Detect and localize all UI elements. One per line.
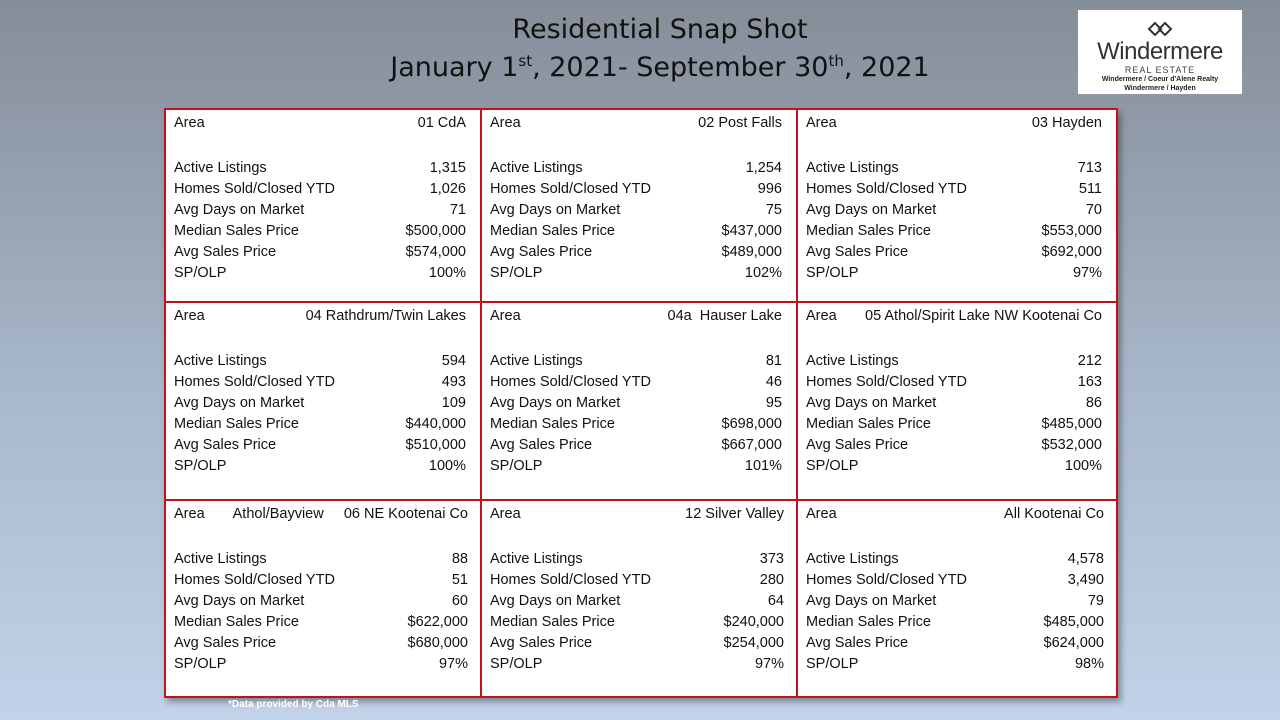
stat-row-dom — [174, 591, 468, 612]
stat-value: 95 — [765, 395, 782, 411]
stat-value: $624,000 — [1043, 635, 1104, 651]
area-name: Athol/Bayview 06 NE Kootenai Co — [232, 506, 468, 522]
stat-value: $510,000 — [405, 437, 466, 453]
stat-row-sold — [174, 372, 466, 393]
stat-label: SP/OLP — [490, 656, 543, 672]
stat-row-median — [806, 221, 1102, 242]
stat-row-dom — [490, 200, 782, 221]
area-name: 02 Post Falls — [698, 115, 782, 131]
stat-value: $485,000 — [1041, 416, 1102, 432]
stat-label: SP/OLP — [806, 458, 859, 474]
footnote: *Data provided by Cda MLS — [228, 699, 359, 710]
stat-label: Avg Days on Market — [490, 202, 621, 218]
stat-value: 373 — [759, 551, 784, 567]
stat-label: Active Listings — [490, 353, 583, 369]
stat-label: Avg Days on Market — [174, 202, 305, 218]
stat-value: 713 — [1077, 160, 1102, 176]
stat-label: Active Listings — [490, 551, 583, 567]
page-title: Residential Snap Shot — [512, 14, 808, 45]
stat-label: Median Sales Price — [174, 223, 299, 239]
stat-value: $667,000 — [721, 437, 782, 453]
area-name: All Kootenai Co — [1004, 506, 1104, 522]
stat-row-avg — [490, 242, 782, 263]
stat-row-sold — [174, 179, 466, 200]
stat-label: Active Listings — [806, 551, 899, 567]
area-header — [490, 506, 784, 522]
stat-row-active — [490, 158, 782, 179]
stat-row-sold — [490, 570, 784, 591]
area-label: Area — [490, 506, 521, 522]
stat-label: Median Sales Price — [806, 416, 931, 432]
area-label: Area — [174, 308, 205, 324]
stat-label: Homes Sold/Closed YTD — [490, 374, 651, 390]
stat-row-sold — [490, 372, 782, 393]
stat-label: Avg Sales Price — [490, 437, 593, 453]
area-card — [798, 501, 1116, 696]
stat-value: $553,000 — [1041, 223, 1102, 239]
stat-row-active — [174, 351, 466, 372]
logo-tagline-2: Windermere / Hayden — [1124, 85, 1196, 92]
stat-label: Avg Sales Price — [174, 244, 277, 260]
stat-label: Median Sales Price — [806, 223, 931, 239]
stat-row-avg — [806, 435, 1102, 456]
stat-value: $622,000 — [407, 614, 468, 630]
area-label: Area — [174, 115, 205, 131]
area-label: Area — [806, 115, 837, 131]
stat-label: Avg Sales Price — [174, 635, 277, 651]
stat-label: Homes Sold/Closed YTD — [490, 181, 651, 197]
stat-value: 511 — [1078, 181, 1102, 197]
area-header — [806, 308, 1102, 324]
stat-value: $254,000 — [723, 635, 784, 651]
stat-label: Median Sales Price — [174, 614, 299, 630]
area-card — [482, 501, 798, 696]
stat-value: 81 — [765, 353, 782, 369]
stat-value: 101% — [744, 458, 782, 474]
stat-label: Active Listings — [174, 551, 267, 567]
stat-row-ratio — [174, 456, 466, 477]
area-card — [798, 303, 1116, 501]
area-label: Area — [490, 115, 521, 131]
stat-label: Avg Days on Market — [490, 395, 621, 411]
stat-row-median — [174, 221, 466, 242]
area-name: 05 Athol/Spirit Lake NW Kootenai Co — [865, 308, 1102, 324]
stat-value: 60 — [451, 593, 468, 609]
area-card — [482, 303, 798, 501]
stat-row-ratio — [490, 456, 782, 477]
area-header — [490, 308, 782, 324]
stat-value: 97% — [1072, 265, 1102, 281]
stat-label: SP/OLP — [490, 458, 543, 474]
stat-label: Active Listings — [490, 160, 583, 176]
stat-label: Active Listings — [174, 160, 267, 176]
stat-label: SP/OLP — [174, 265, 227, 281]
area-header — [806, 115, 1102, 131]
stat-value: $500,000 — [405, 223, 466, 239]
stat-label: Avg Days on Market — [490, 593, 621, 609]
stat-row-avg — [174, 435, 466, 456]
stat-row-avg — [490, 633, 784, 654]
stat-label: SP/OLP — [174, 458, 227, 474]
stat-value: 1,026 — [429, 181, 466, 197]
area-card — [798, 110, 1116, 303]
stat-row-dom — [806, 393, 1102, 414]
stat-label: Avg Sales Price — [490, 244, 593, 260]
stat-value: 102% — [744, 265, 782, 281]
stat-row-median — [806, 612, 1104, 633]
stat-label: Homes Sold/Closed YTD — [806, 181, 967, 197]
stat-label: SP/OLP — [806, 656, 859, 672]
stat-row-active — [174, 549, 468, 570]
stat-row-avg — [490, 435, 782, 456]
stat-label: Homes Sold/Closed YTD — [806, 572, 967, 588]
stat-value: 4,578 — [1067, 551, 1104, 567]
stat-value: $437,000 — [721, 223, 782, 239]
stat-value: 3,490 — [1067, 572, 1104, 588]
area-header — [806, 506, 1104, 522]
stat-label: Homes Sold/Closed YTD — [174, 374, 335, 390]
stat-label: SP/OLP — [490, 265, 543, 281]
stat-label: Active Listings — [174, 353, 267, 369]
stat-value: 64 — [767, 593, 784, 609]
stat-row-ratio — [806, 263, 1102, 284]
stat-value: 46 — [765, 374, 782, 390]
stat-label: Avg Days on Market — [806, 593, 937, 609]
stat-value: 79 — [1087, 593, 1104, 609]
area-card — [482, 110, 798, 303]
logo-subtitle: REAL ESTATE — [1124, 65, 1196, 75]
stat-row-avg — [174, 633, 468, 654]
stat-row-median — [806, 414, 1102, 435]
stat-value: 98% — [1074, 656, 1104, 672]
stat-row-dom — [174, 393, 466, 414]
stat-row-sold — [806, 179, 1102, 200]
stat-value: $698,000 — [721, 416, 782, 432]
windermere-logo — [1078, 10, 1242, 94]
stat-value: 51 — [451, 572, 468, 588]
stat-value: $489,000 — [721, 244, 782, 260]
stat-label: SP/OLP — [806, 265, 859, 281]
stat-value: 70 — [1085, 202, 1102, 218]
logo-tagline-1: Windermere / Coeur d'Alene Realty — [1101, 76, 1219, 83]
area-header — [174, 115, 466, 131]
stat-row-median — [490, 612, 784, 633]
stat-label: Avg Sales Price — [806, 635, 909, 651]
area-header — [174, 506, 468, 522]
stat-value: $692,000 — [1041, 244, 1102, 260]
stat-row-active — [490, 549, 784, 570]
stat-value: 212 — [1077, 353, 1102, 369]
stat-value: $485,000 — [1043, 614, 1104, 630]
stat-label: Active Listings — [806, 160, 899, 176]
stat-row-median — [174, 414, 466, 435]
stat-label: Avg Sales Price — [490, 635, 593, 651]
stat-row-avg — [806, 633, 1104, 654]
stat-label: Active Listings — [806, 353, 899, 369]
stat-row-median — [490, 221, 782, 242]
area-card — [166, 303, 482, 501]
stat-value: $680,000 — [407, 635, 468, 651]
stat-value: 1,254 — [745, 160, 782, 176]
stat-row-ratio — [806, 654, 1104, 675]
stat-value: 100% — [1064, 458, 1102, 474]
area-card — [166, 110, 482, 303]
stat-row-sold — [806, 372, 1102, 393]
area-name: 03 Hayden — [1031, 115, 1102, 131]
stat-value: 1,315 — [429, 160, 466, 176]
area-header — [490, 115, 782, 131]
stat-value: $532,000 — [1041, 437, 1102, 453]
stat-row-dom — [174, 200, 466, 221]
stat-value: $440,000 — [405, 416, 466, 432]
stat-value: 71 — [449, 202, 466, 218]
date-range: January 1st, 2021- September 30th, 2021 — [390, 52, 930, 83]
stat-row-dom — [806, 591, 1104, 612]
stat-row-dom — [490, 393, 782, 414]
area-label: Area — [806, 308, 837, 324]
area-card — [166, 501, 482, 696]
stat-value: 86 — [1085, 395, 1102, 411]
stat-value: 88 — [451, 551, 468, 567]
stat-row-ratio — [174, 263, 466, 284]
stat-row-avg — [174, 242, 466, 263]
stat-row-active — [490, 351, 782, 372]
stat-label: Avg Days on Market — [806, 395, 937, 411]
stat-row-active — [174, 158, 466, 179]
stat-value: 75 — [765, 202, 782, 218]
stat-label: Avg Days on Market — [174, 395, 305, 411]
stat-row-ratio — [490, 263, 782, 284]
area-name: 04 Rathdrum/Twin Lakes — [305, 308, 466, 324]
area-label: Area — [806, 506, 837, 522]
stat-row-avg — [806, 242, 1102, 263]
stat-value: 594 — [441, 353, 466, 369]
stat-row-sold — [490, 179, 782, 200]
stat-label: SP/OLP — [174, 656, 227, 672]
stat-row-median — [490, 414, 782, 435]
stat-value: 97% — [754, 656, 784, 672]
stat-row-active — [806, 549, 1104, 570]
stat-value: 996 — [757, 181, 782, 197]
stat-label: Median Sales Price — [490, 614, 615, 630]
stat-row-active — [806, 351, 1102, 372]
area-name: 12 Silver Valley — [685, 506, 784, 522]
stat-label: Homes Sold/Closed YTD — [174, 181, 335, 197]
stat-row-active — [806, 158, 1102, 179]
stat-row-ratio — [806, 456, 1102, 477]
stat-label: Median Sales Price — [490, 223, 615, 239]
stat-label: Avg Days on Market — [806, 202, 937, 218]
stat-row-ratio — [174, 654, 468, 675]
stat-value: 280 — [759, 572, 784, 588]
stat-value: 109 — [441, 395, 466, 411]
stat-value: 493 — [441, 374, 466, 390]
area-label: Area — [490, 308, 521, 324]
stat-value: 163 — [1077, 374, 1102, 390]
stat-label: Avg Sales Price — [174, 437, 277, 453]
stat-row-sold — [806, 570, 1104, 591]
stat-label: Homes Sold/Closed YTD — [806, 374, 967, 390]
area-header — [174, 308, 466, 324]
stat-label: Homes Sold/Closed YTD — [174, 572, 335, 588]
stat-label: Avg Sales Price — [806, 437, 909, 453]
area-stats-grid — [164, 108, 1118, 698]
stat-row-median — [174, 612, 468, 633]
stat-value: 100% — [428, 458, 466, 474]
stat-label: Median Sales Price — [490, 416, 615, 432]
stat-row-dom — [490, 591, 784, 612]
stat-row-sold — [174, 570, 468, 591]
stat-label: Median Sales Price — [174, 416, 299, 432]
stat-value: $574,000 — [405, 244, 466, 260]
logo-brand: Windermere — [1097, 38, 1223, 65]
stat-label: Avg Days on Market — [174, 593, 305, 609]
stat-value: $240,000 — [723, 614, 784, 630]
stat-label: Homes Sold/Closed YTD — [490, 572, 651, 588]
stat-value: 100% — [428, 265, 466, 281]
stat-value: 97% — [438, 656, 468, 672]
stat-row-dom — [806, 200, 1102, 221]
area-label: Area — [174, 506, 205, 522]
area-name: 01 CdA — [417, 115, 466, 131]
stat-label: Avg Sales Price — [806, 244, 909, 260]
stat-label: Median Sales Price — [806, 614, 931, 630]
stat-row-ratio — [490, 654, 784, 675]
area-name: 04a Hauser Lake — [667, 308, 782, 324]
